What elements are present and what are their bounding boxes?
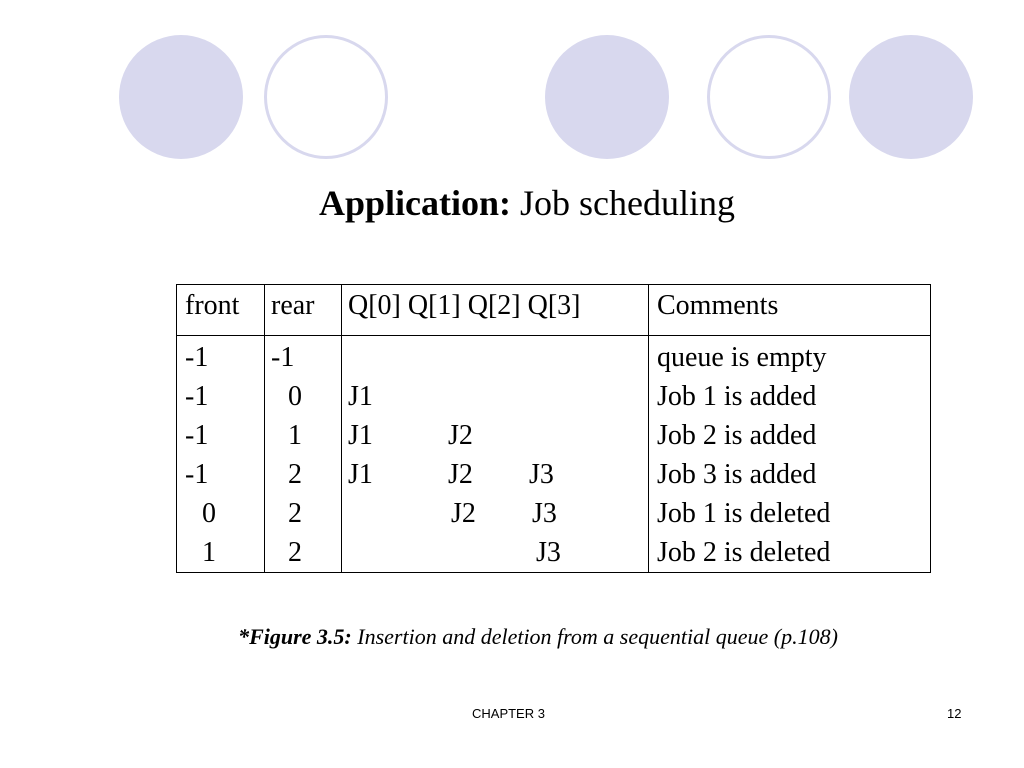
- cell-rear: 1: [288, 420, 302, 451]
- decor-circle-2: [264, 35, 388, 159]
- cell-rear: 0: [288, 381, 302, 412]
- cell-comment: Job 2 is added: [657, 420, 817, 451]
- cell-front: 1: [202, 537, 216, 568]
- cell-rear: 2: [288, 498, 302, 529]
- cell-q0: J1: [348, 420, 373, 451]
- queue-table: [176, 284, 931, 573]
- cell-rear: -1: [271, 342, 295, 373]
- cell-q0: J1: [348, 459, 373, 490]
- cell-comment: Job 3 is added: [657, 459, 817, 490]
- header-front: front: [185, 290, 240, 321]
- cell-comment: Job 2 is deleted: [657, 537, 831, 568]
- cell-rear: 2: [288, 537, 302, 568]
- decor-circle-1: [119, 35, 243, 159]
- cell-q2: J3: [536, 537, 561, 568]
- decor-circle-3: [545, 35, 669, 159]
- cell-comment: Job 1 is deleted: [657, 498, 831, 529]
- cell-comment: queue is empty: [657, 342, 827, 373]
- figure-caption: [0, 624, 1024, 650]
- cell-q1: J2: [448, 420, 473, 451]
- column-divider: [264, 285, 265, 572]
- slide-title-rest: Job scheduling: [511, 183, 735, 223]
- figure-caption-label: *Figure 3.5:: [238, 624, 352, 649]
- cell-front: -1: [185, 459, 209, 490]
- cell-q1: J2: [448, 459, 473, 490]
- cell-q1: J2: [451, 498, 476, 529]
- footer-page-number: 12: [947, 706, 962, 721]
- figure-caption-text: Insertion and deletion from a sequential queue (p.108): [351, 624, 838, 649]
- column-divider: [341, 285, 342, 572]
- cell-front: -1: [185, 381, 209, 412]
- header-divider: [177, 335, 930, 336]
- slide-title: [0, 182, 1024, 224]
- cell-comment: Job 1 is added: [657, 381, 817, 412]
- header-rear: rear: [271, 290, 315, 321]
- footer-chapter: CHAPTER 3: [472, 706, 545, 721]
- header-queue: Q[0] Q[1] Q[2] Q[3]: [348, 290, 581, 321]
- decor-circle-5: [849, 35, 973, 159]
- cell-q2: J3: [532, 498, 557, 529]
- slide-title-bold: Application:: [318, 183, 512, 223]
- cell-front: -1: [185, 342, 209, 373]
- cell-q0: J1: [348, 381, 373, 412]
- cell-front: -1: [185, 420, 209, 451]
- header-comments: Comments: [657, 290, 779, 321]
- cell-q2: J3: [529, 459, 554, 490]
- decor-circle-4: [707, 35, 831, 159]
- cell-rear: 2: [288, 459, 302, 490]
- cell-front: 0: [202, 498, 216, 529]
- column-divider: [648, 285, 649, 572]
